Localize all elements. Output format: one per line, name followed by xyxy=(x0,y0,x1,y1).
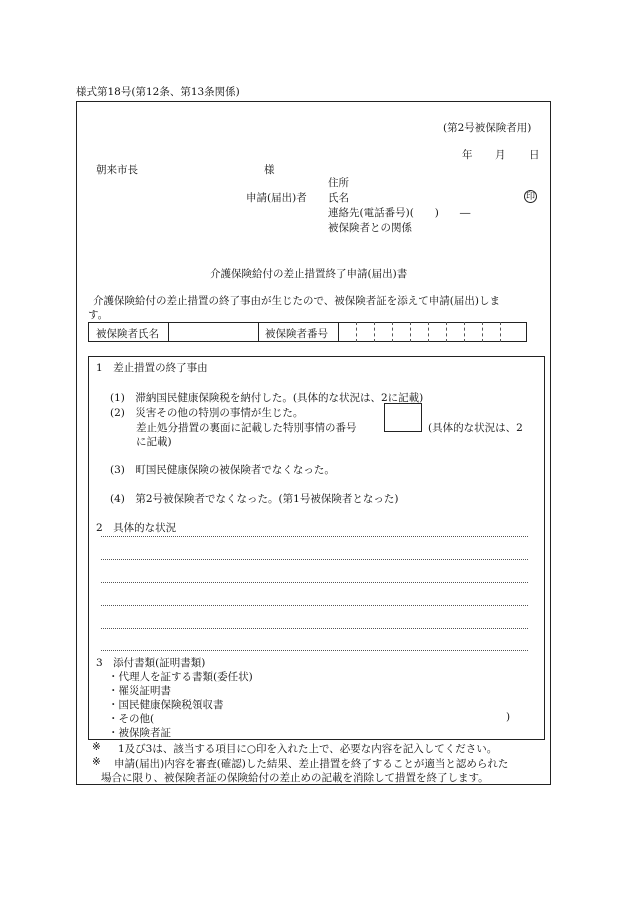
date-day: 日 xyxy=(529,149,540,161)
section1-item2-sub: 差止処分措置の裏面に記載した特別事情の番号 xyxy=(136,422,357,434)
insured-name-label: 被保険者氏名 xyxy=(96,328,159,340)
section1-heading: 1 差止措置の終了事由 xyxy=(96,362,208,374)
attachment-item: ・被保険者証 xyxy=(108,727,171,739)
number-cell-divider xyxy=(482,322,483,342)
writing-line[interactable] xyxy=(101,628,528,629)
note1-mark: ※ xyxy=(92,741,101,753)
applicant-name-label: 氏名 xyxy=(328,192,349,204)
writing-line[interactable] xyxy=(101,536,528,537)
number-cell-divider xyxy=(464,322,465,342)
attachment-item: ・国民健康保険税領収書 xyxy=(108,699,224,711)
section1-item2-note-cont: に記載) xyxy=(136,436,172,448)
note2-text-line2: 場合に限り、被保険者証の保険給付の差止めの記載を消除して措置を終了します。 xyxy=(101,772,489,784)
attachment-other-close: ) xyxy=(506,711,511,723)
writing-line[interactable] xyxy=(101,559,528,560)
applicant-address-label: 住所 xyxy=(328,177,349,189)
insured-type-label: (第2号被保険者用) xyxy=(443,122,532,134)
table-divider xyxy=(338,322,339,342)
section1-item1: (1) 滞納国民健康保険税を納付した。(具体的な状況は、2に記載) xyxy=(110,392,424,404)
document-title: 介護保険給付の差止措置終了申請(届出)書 xyxy=(210,268,408,280)
intro-text-line1: 介護保険給付の差止措置の終了事由が生じたので、被保険者証を添えて申請(届出)しま xyxy=(93,295,500,307)
note1-text: 1及び3は、該当する項目に○印を入れた上で、必要な内容を記入してください。 xyxy=(118,743,498,755)
table-divider xyxy=(258,322,259,342)
table-divider xyxy=(168,322,169,342)
mayor-addressee: 朝来市長 xyxy=(96,164,138,176)
number-cell-divider xyxy=(428,322,429,342)
form-number: 様式第18号(第12条、第13条関係) xyxy=(76,86,240,98)
honorific: 様 xyxy=(264,164,275,176)
insured-number-label: 被保険者番号 xyxy=(265,328,328,340)
writing-line[interactable] xyxy=(101,582,528,583)
applicant-label: 申請(届出)者 xyxy=(246,192,307,204)
section3-heading: 3 添付書類(証明書類) xyxy=(96,657,206,669)
section1-item2-note: (具体的な状況は、2 xyxy=(428,422,523,434)
seal-icon: 印 xyxy=(525,192,535,202)
note2-mark: ※ xyxy=(92,756,101,768)
writing-line[interactable] xyxy=(101,605,528,606)
applicant-relation-label: 被保険者との関係 xyxy=(328,222,412,234)
applicant-contact-label: 連絡先(電話番号)( ) ― xyxy=(328,207,471,219)
number-cell-divider xyxy=(374,322,375,342)
attachment-item: ・罹災証明書 xyxy=(108,685,171,697)
date-month: 月 xyxy=(495,149,506,161)
number-cell-divider xyxy=(500,322,501,342)
special-circumstance-number-box[interactable] xyxy=(384,403,422,432)
section1-item3: (3) 町国民健康保険の被保険者でなくなった。 xyxy=(110,464,335,476)
number-cell-divider xyxy=(392,322,393,342)
number-cell-divider xyxy=(356,322,357,342)
date-year: 年 xyxy=(462,149,473,161)
writing-line[interactable] xyxy=(101,650,528,651)
number-cell-divider xyxy=(410,322,411,342)
intro-text-line2: す。 xyxy=(88,309,109,321)
section2-heading: 2 具体的な状況 xyxy=(96,522,177,534)
section1-item2: (2) 災害その他の特別の事情が生じた。 xyxy=(110,407,304,419)
note2-text-line1: 申請(届出)内容を審査(確認)した結果、差止措置を終了することが適当と認められた xyxy=(114,758,509,770)
section1-item4: (4) 第2号被保険者でなくなった。(第1号被保険者となった) xyxy=(110,493,399,505)
attachment-item: ・その他( xyxy=(108,713,155,725)
number-cell-divider xyxy=(446,322,447,342)
attachment-item: ・代理人を証する書類(委任状) xyxy=(108,671,253,683)
